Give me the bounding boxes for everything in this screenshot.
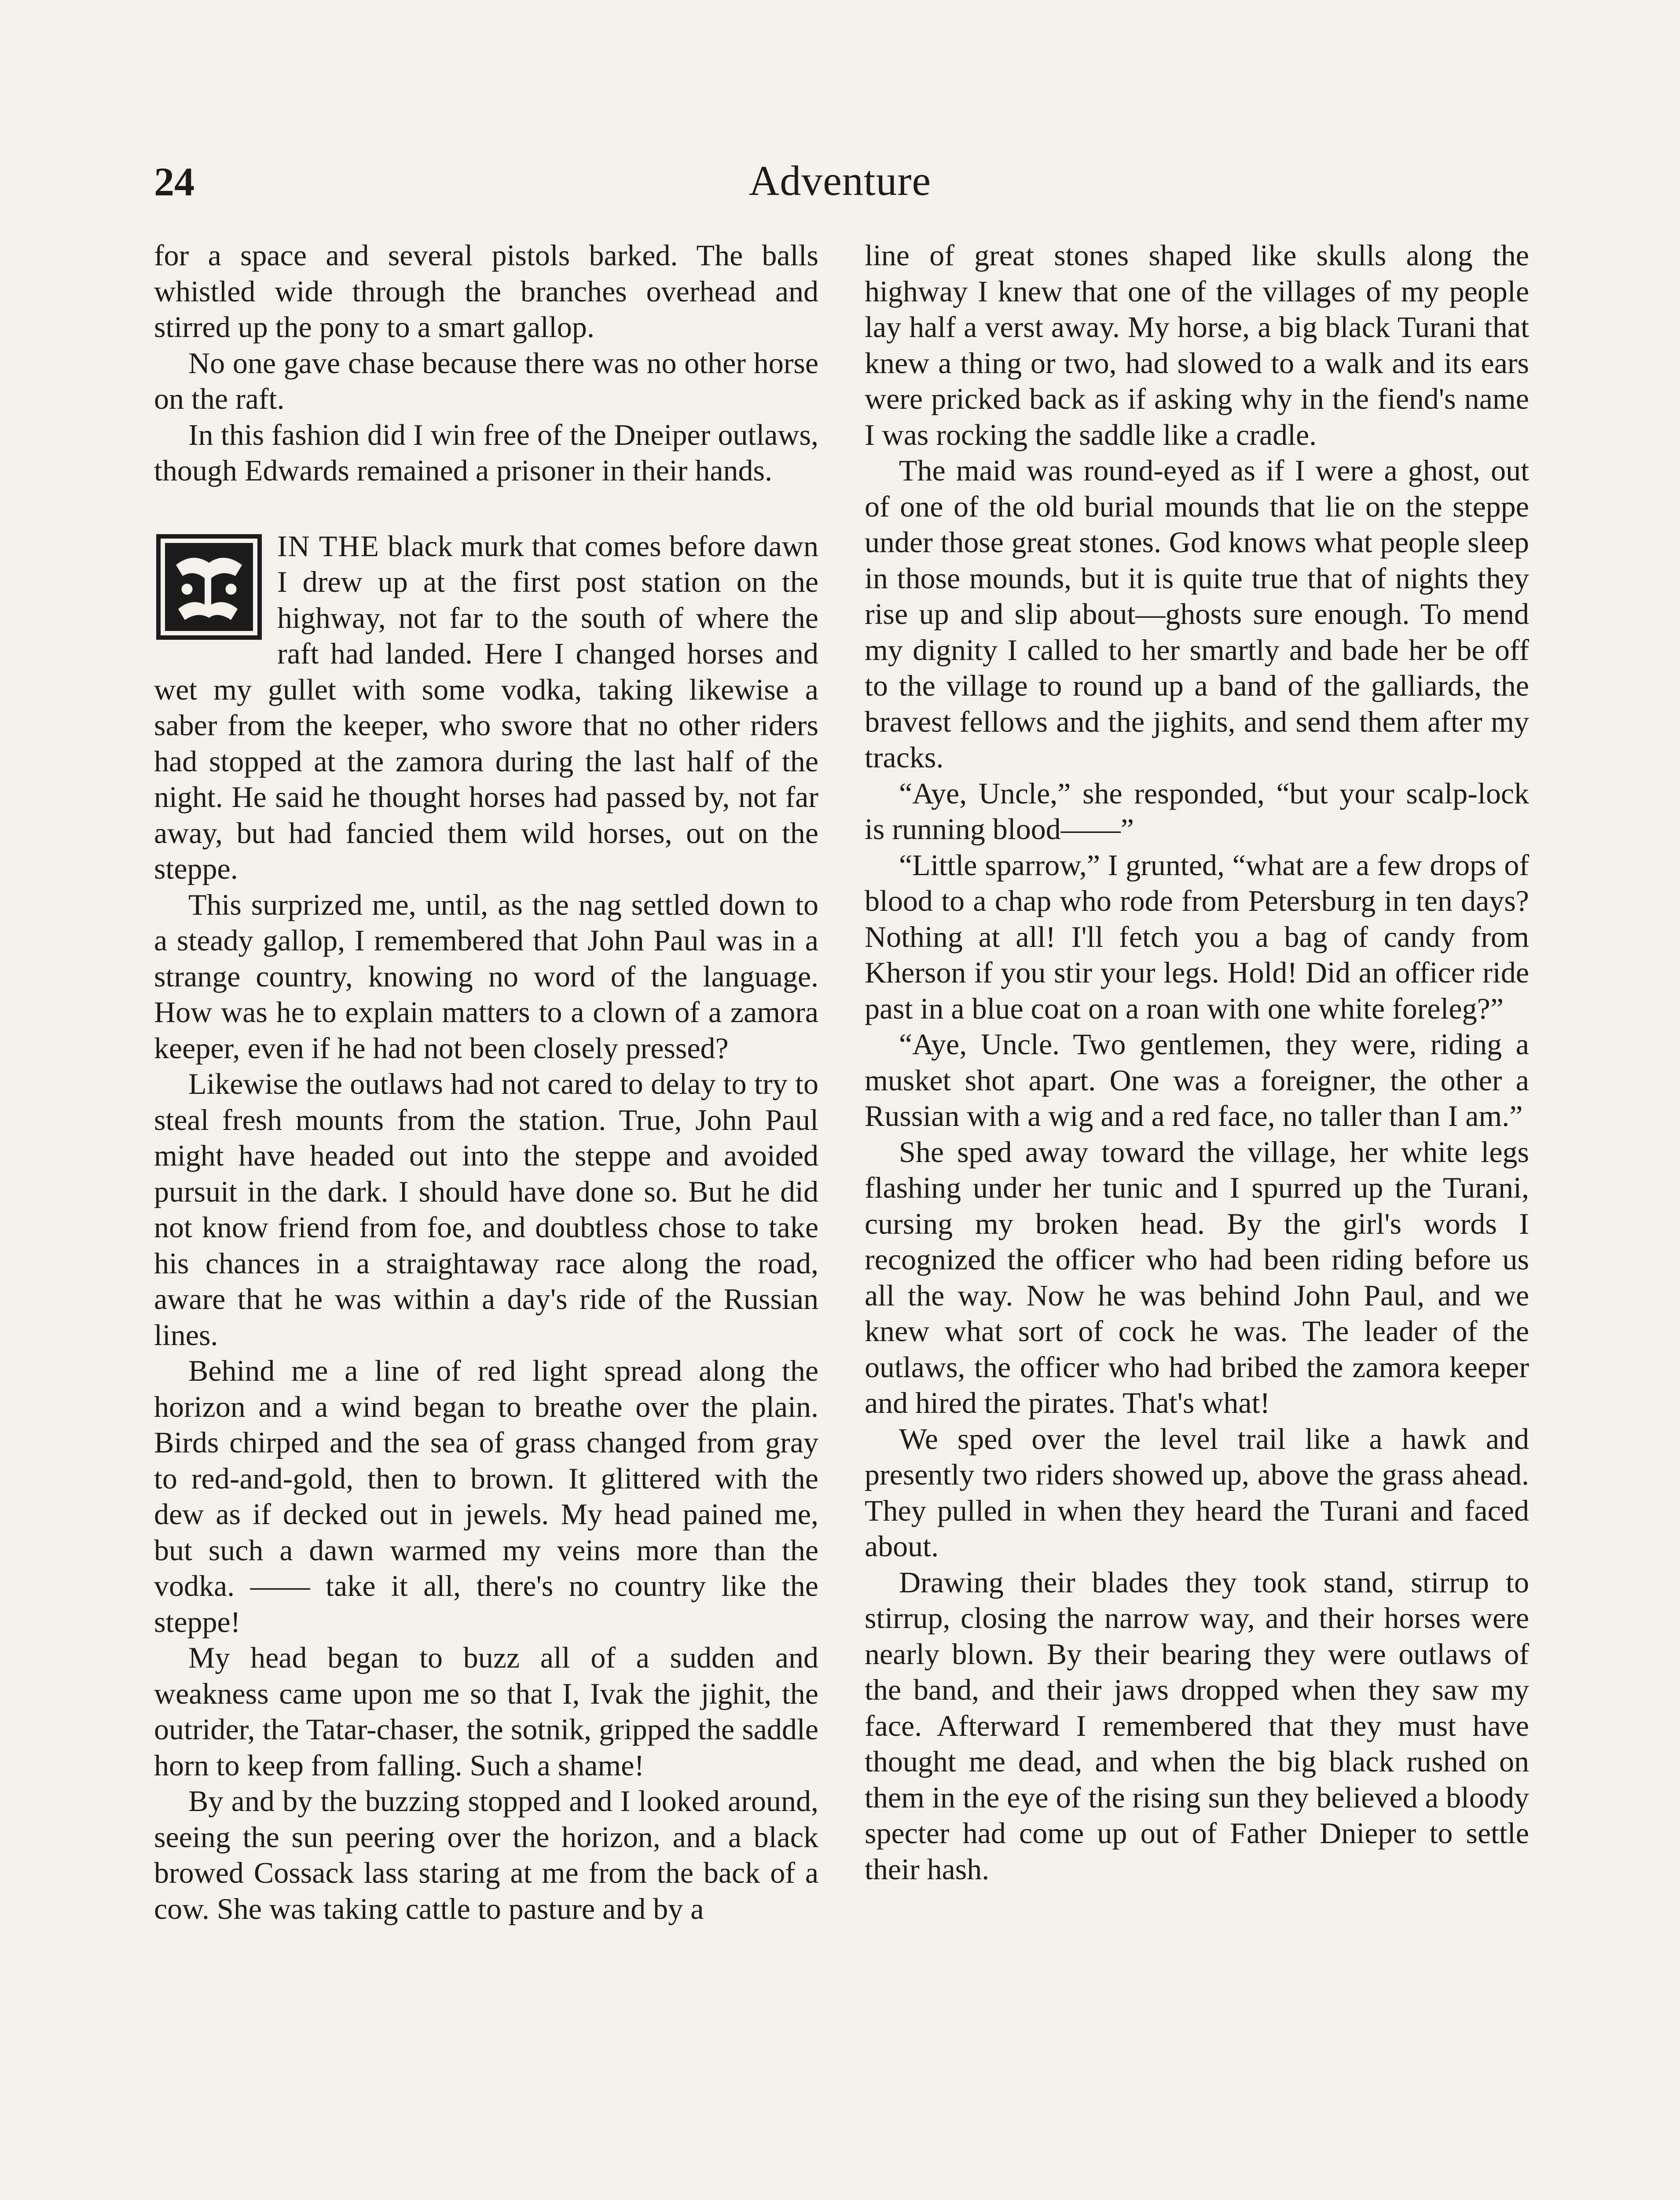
paragraph: for a space and several pistols barked. The balls whistled wide through the branches overhead and stirred up the pony to a smart gallop. bbox=[154, 238, 818, 344]
paragraph: My head began to buzz all of a sudden and weakness came upon me so that I, Ivak the jighit, the outrider, the Tatar-chaser, the sotnik, gripped the saddle horn to keep from falling. Such a shame! bbox=[154, 1641, 818, 1782]
paragraph: “Aye, Uncle,” she responded, “but your scalp-lock is running blood——” bbox=[865, 776, 1529, 846]
paragraph: She sped away toward the village, her white legs flashing under her tunic and I spurred up the Turani, cursing my broken head. By the girl's words I recognized the officer who had been riding before us all the way. Now he was behind John Paul, and we knew what sort of cock he was. The leader of the outlaws, the officer who had bribed the zamora keeper and hired the pirates. That's what! bbox=[865, 1135, 1529, 1419]
page-number: 24 bbox=[154, 159, 194, 204]
paragraph-text: black murk that comes before dawn I drew up at the first post station on the highway, not far to the south of where the raft had landed. Here I changed horses and wet my gullet with some vodka, taking likewise a saber from the keeper, who swore that no other riders had stopped at the zamora during the last half of the night. He said he thought horses had passed by, not far away, but had fancied them wild horses, out on the steppe. bbox=[154, 529, 818, 885]
paragraph: line of great stones shaped like skulls along the highway I knew that one of the villages of my people lay half a verst away. My horse, a big black Turani that knew a thing or two, had slowed to a walk and its ears were pricked back as if asking why in the fiend's name I was rocking the saddle like a cradle. bbox=[865, 238, 1529, 451]
page-header bbox=[154, 150, 1526, 216]
paragraph: The maid was round-eyed as if I were a ghost, out of one of the old burial mounds that lie on the steppe under those great stones. God knows what people sleep in those mounds, but it is quite true that of nights they rise up and slip about—ghosts sure enough. To mend my dignity I called to her smartly and bade her be off to the village to round up a band of the galliards, the bravest fellows and the jighits, and send them after my tracks. bbox=[865, 454, 1529, 774]
paragraph: This surprized me, until, as the nag settled down to a steady gallop, I remembered that John Paul was in a strange country, knowing no word of the language. How was he to explain matters to a clown of a zamora keeper, even if he had not been closely pressed? bbox=[154, 887, 818, 1065]
paragraph: Behind me a line of red light spread along the horizon and a wind began to breathe over the plain. Birds chirped and the sea of grass changed from gray to red-and-gold, then to brown. It glittered with the dew as if decked out in jewels. My head pained me, but such a dawn warmed my veins more than the vodka. —— take it all, there's no country like the steppe! bbox=[154, 1354, 818, 1639]
right-column bbox=[865, 238, 1529, 1887]
left-column bbox=[154, 238, 818, 1927]
paragraph: “Little sparrow,” I grunted, “what are a few drops of blood to a chap who rode from Petersburg in ten days? Nothing at all! I'll fetch you a bag of candy from Kherson if you stir your legs. Hold! Did an officer ride past in a blue coat on a roan with one white foreleg?” bbox=[865, 848, 1529, 1025]
paragraph: No one gave chase because there was no other horse on the raft. bbox=[154, 346, 818, 415]
lead-words: IN THE bbox=[277, 529, 380, 563]
paragraph: In this fashion did I win free of the Dneiper outlaws, though Edwards remained a prisoner in their hands. bbox=[154, 418, 818, 487]
paragraph: Likewise the outlaws had not cared to delay to try to steal fresh mounts from the station. True, John Paul might have headed out into the steppe and avoided pursuit in the dark. I should have done so. But he did not know friend from foe, and doubtless chose to take his chances in a straightaway race along the road, aware that he was within a day's ride of the Russian lines. bbox=[154, 1067, 818, 1352]
ornamental-initial-i-icon bbox=[154, 532, 264, 642]
section-start bbox=[154, 528, 818, 887]
paragraph: By and by the buzzing stopped and I looked around, seeing the sun peering over the horizon, and a black browed Cossack lass staring at me from the back of a cow. She was taking cattle to pasture and by a bbox=[154, 1784, 818, 1925]
paragraph: We sped over the level trail like a hawk and presently two riders showed up, above the grass ahead. They pulled in when they heard the Turani and faced about. bbox=[865, 1422, 1529, 1563]
running-title: Adventure bbox=[748, 157, 932, 204]
paragraph: “Aye, Uncle. Two gentlemen, they were, riding a musket shot apart. One was a foreigner, the other a Russian with a wig and a red face, no taller than I am.” bbox=[865, 1027, 1529, 1133]
paragraph: Drawing their blades they took stand, stirrup to stirrup, closing the narrow way, and their horses were nearly blown. By their bearing they were outlaws of the band, and their jaws dropped when they saw my face. Afterward I remembered that they must have thought me dead, and when the big black rushed on them in the eye of the rising sun they believed a bloody specter had come up out of Father Dnieper to settle their hash. bbox=[865, 1565, 1529, 1886]
